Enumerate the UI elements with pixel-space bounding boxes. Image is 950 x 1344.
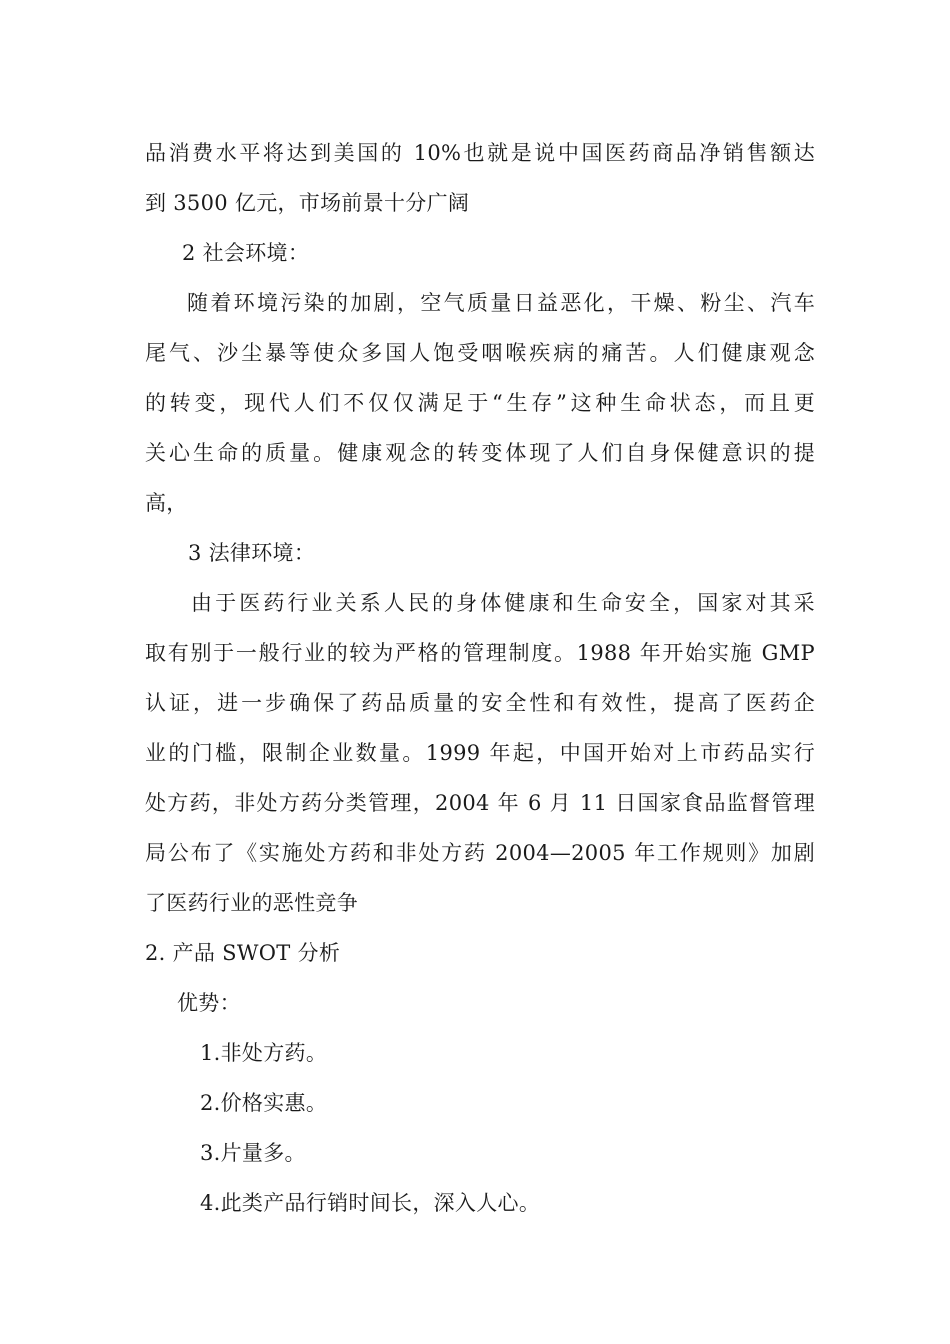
paragraph-social-environment [145,278,815,528]
strengths-list [145,1028,815,1228]
heading-strengths: 优势： [177,991,241,1015]
text-line: 的转变，现代人们不仅仅满足于“生存”这种生命状态，而且更 [145,391,815,415]
list-item: 3.片量多。 [200,1141,306,1165]
text-line: 品消费水平将达到美国的 10%也就是说中国医药商品净销售额达 [145,141,815,165]
text-line: 局公布了《实施处方药和非处方药 2004—2005 年工作规则》加剧 [145,841,815,865]
document-page [145,128,815,1228]
heading-swot-analysis: 2. 产品 SWOT 分析 [145,941,341,965]
paragraph-market-outlook [145,128,815,228]
text-line: 随着环境污染的加剧，空气质量日益恶化，干燥、粉尘、汽车 [187,291,815,315]
text-line: 尾气、沙尘暴等使众多国人饱受咽喉疾病的痛苦。人们健康观念 [145,341,815,365]
text-line: 了医药行业的恶性竞争 [145,891,358,915]
heading-social-environment: 2 社会环境： [182,241,310,265]
list-item: 1.非处方药。 [200,1041,328,1065]
text-line: 处方药，非处方药分类管理，2004 年 6 月 11 日国家食品监督管理 [145,791,815,815]
text-line: 业的门槛，限制企业数量。1999 年起，中国开始对上市药品实行 [145,741,815,765]
list-item: 4.此类产品行销时间长，深入人心。 [200,1191,541,1215]
text-line: 到 3500 亿元，市场前景十分广阔 [145,191,470,215]
text-line: 取有别于一般行业的较为严格的管理制度。1988 年开始实施 GMP [145,641,815,665]
text-line: 关心生命的质量。健康观念的转变体现了人们自身保健意识的提 [145,441,815,465]
list-item: 2.价格实惠。 [200,1091,328,1115]
paragraph-legal-environment [145,578,815,928]
heading-legal-environment: 3 法律环境： [188,541,316,565]
text-line: 认证，进一步确保了药品质量的安全性和有效性，提高了医药企 [145,691,815,715]
text-line: 由于医药行业关系人民的身体健康和生命安全，国家对其采 [191,591,815,615]
text-line: 高， [145,491,188,515]
